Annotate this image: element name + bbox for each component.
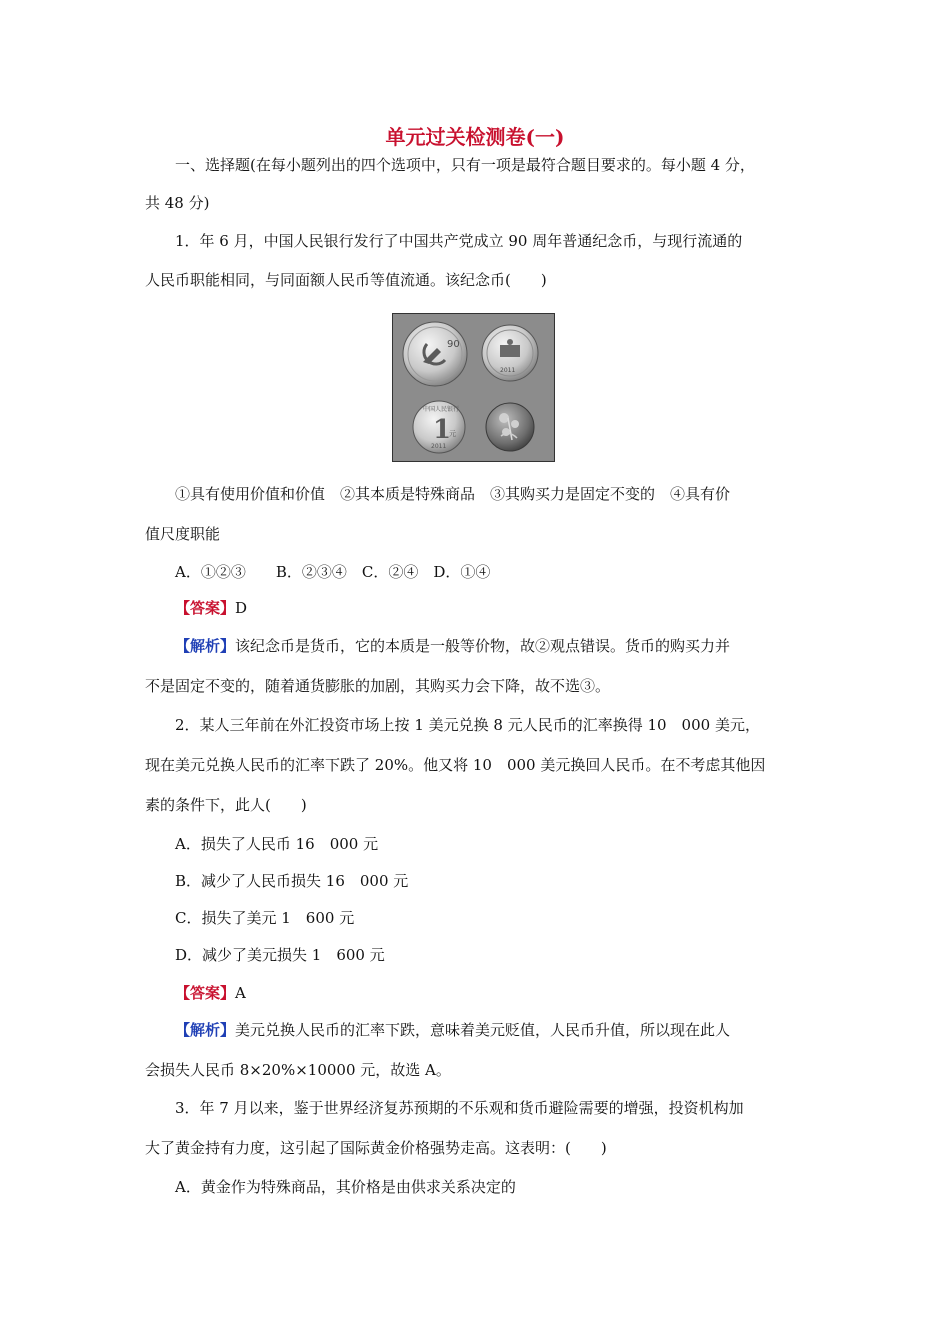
q2-analysis xyxy=(175,1020,730,1040)
coin-one-yuan xyxy=(413,401,465,453)
coin3-unit: 元 xyxy=(449,430,456,438)
coin-national-emblem xyxy=(482,325,538,381)
page-title: 单元过关检测卷(一) xyxy=(385,125,565,149)
q1-items: ①具有使用价值和价值 ②其本质是特殊商品 ③其购买力是固定不变的 ④具有价 xyxy=(175,485,731,503)
q2-option-a: A．损失了人民币 16 000 元 xyxy=(175,835,379,853)
q1-answer xyxy=(175,598,247,618)
q3-option-a: A．黄金作为特殊商品，其价格是由供求关系决定的 xyxy=(175,1178,516,1196)
coin-commemorative-front xyxy=(403,322,467,386)
q2-option-d: D．减少了美元损失 1 600 元 xyxy=(175,946,385,964)
q1-analysis xyxy=(175,636,730,656)
answer-value: A xyxy=(235,984,246,1002)
section-instruction: 一、选择题(在每小题列出的四个选项中，只有一项是最符合题目要求的。每小题 4 分， xyxy=(175,156,755,174)
answer-value: D xyxy=(235,599,248,617)
analysis-tag: 【解析】 xyxy=(175,637,236,655)
q2-option-b: B．减少了人民币损失 16 000 元 xyxy=(175,872,409,890)
q2-stem-cont: 现在美元兑换人民币的汇率下跌了 20%。他又将 10 000 美元换回人民币。在不考虑其他因 xyxy=(145,756,766,774)
svg-text:90: 90 xyxy=(447,339,460,350)
q2-option-c: C．损失了美元 1 600 元 xyxy=(175,909,355,927)
analysis-tag: 【解析】 xyxy=(175,1021,236,1039)
q1-options: A．①②③ B．②③④ C．②④ D．①④ xyxy=(175,563,491,581)
analysis-text: 美元兑换人民币的汇率下跌，意味着美元贬值，人民币升值，所以现在此人 xyxy=(235,1021,731,1039)
coin1-year: 2011 xyxy=(500,367,516,374)
q2-stem-cont2: 素的条件下，此人( ) xyxy=(145,796,307,814)
q1-stem: 1．年 6 月，中国人民银行发行了中国共产党成立 90 周年普通纪念币，与现行流通的 xyxy=(175,232,743,250)
q2-stem: 2．某人三年前在外汇投资市场上按 1 美元兑换 8 元人民币的汇率换得 10 000 美元， xyxy=(175,716,760,734)
coin-photo xyxy=(392,313,555,462)
answer-tag: 【答案】 xyxy=(175,984,236,1002)
coin-flower xyxy=(486,403,534,451)
coin-photo-graphic xyxy=(393,314,553,460)
q1-items-cont: 值尺度职能 xyxy=(145,525,221,543)
q3-stem-cont: 大了黄金持有力度，这引起了国际黄金价格强势走高。这表明：( ) xyxy=(145,1139,607,1157)
coin3-header: 中国人民银行 xyxy=(423,406,460,413)
section-instruction-cont: 共 48 分) xyxy=(145,194,210,212)
q1-analysis-cont: 不是固定不变的，随着通货膨胀的加剧，其购买力会下降，故不选③。 xyxy=(145,677,611,695)
q2-analysis-cont: 会损失人民币 8×20%×10000 元，故选 A。 xyxy=(145,1061,451,1079)
coin3-value: 1 xyxy=(433,415,452,445)
emblem-icon xyxy=(500,345,520,357)
analysis-text: 该纪念币是货币，它的本质是一般等价物，故②观点错误。货币的购买力并 xyxy=(235,637,731,655)
q1-stem-cont: 人民币职能相同，与同面额人民币等值流通。该纪念币( ) xyxy=(145,271,547,289)
q2-answer xyxy=(175,983,246,1003)
coin3-year: 2011 xyxy=(431,443,447,450)
q3-stem: 3．年 7 月以来，鉴于世界经济复苏预期的不乐观和货币避险需要的增强，投资机构加 xyxy=(175,1099,744,1117)
answer-tag: 【答案】 xyxy=(175,599,236,617)
